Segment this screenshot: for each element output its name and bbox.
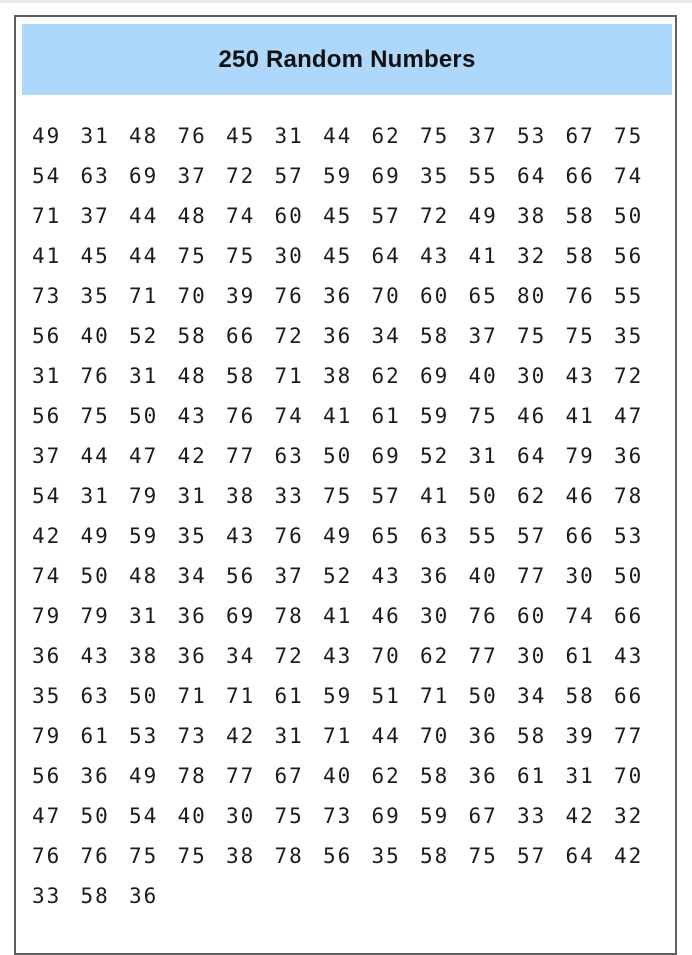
number-value: 37 — [177, 164, 207, 188]
number-value: 35 — [614, 324, 644, 348]
number-value: 71 — [323, 724, 353, 748]
number-value: 50 — [129, 684, 159, 708]
number-value: 76 — [274, 284, 304, 308]
number-value: 46 — [565, 484, 595, 508]
number-value: 66 — [614, 604, 644, 628]
number-value: 40 — [80, 324, 110, 348]
page-title: 250 Random Numbers — [218, 45, 476, 73]
number-value: 61 — [371, 404, 401, 428]
number-value: 44 — [129, 204, 159, 228]
number-value: 31 — [32, 364, 62, 388]
number-value: 38 — [517, 204, 547, 228]
number-value: 41 — [32, 244, 62, 268]
number-value: 69 — [129, 164, 159, 188]
number-value: 39 — [226, 284, 256, 308]
number-value: 35 — [32, 684, 62, 708]
number-value: 58 — [177, 324, 207, 348]
number-value: 80 — [517, 284, 547, 308]
number-value: 36 — [80, 764, 110, 788]
number-value: 33 — [274, 484, 304, 508]
number-value: 79 — [32, 724, 62, 748]
number-value: 36 — [468, 724, 498, 748]
number-value: 42 — [614, 844, 644, 868]
number-value: 30 — [565, 564, 595, 588]
number-value: 72 — [420, 204, 450, 228]
number-value: 58 — [420, 764, 450, 788]
number-value: 72 — [274, 644, 304, 668]
number-value: 64 — [371, 244, 401, 268]
number-value: 32 — [517, 244, 547, 268]
number-value: 64 — [517, 444, 547, 468]
number-value: 48 — [177, 364, 207, 388]
number-value: 67 — [468, 804, 498, 828]
number-value: 50 — [323, 444, 353, 468]
number-value: 49 — [468, 204, 498, 228]
number-value: 45 — [226, 124, 256, 148]
number-value: 58 — [565, 684, 595, 708]
number-value: 65 — [468, 284, 498, 308]
number-value: 61 — [565, 644, 595, 668]
number-value: 59 — [420, 404, 450, 428]
number-value: 31 — [177, 484, 207, 508]
number-value: 75 — [177, 244, 207, 268]
number-value: 78 — [614, 484, 644, 508]
number-value: 44 — [323, 124, 353, 148]
number-value: 38 — [129, 644, 159, 668]
number-value: 30 — [517, 364, 547, 388]
card-header — [22, 24, 672, 95]
number-value: 31 — [274, 124, 304, 148]
number-value: 50 — [468, 684, 498, 708]
number-value: 60 — [274, 204, 304, 228]
number-value: 31 — [274, 724, 304, 748]
number-value: 39 — [565, 724, 595, 748]
number-value: 36 — [468, 764, 498, 788]
number-value: 52 — [129, 324, 159, 348]
number-value: 58 — [80, 884, 110, 908]
number-value: 66 — [226, 324, 256, 348]
number-value: 60 — [420, 284, 450, 308]
number-value: 78 — [177, 764, 207, 788]
number-value: 67 — [565, 124, 595, 148]
number-value: 43 — [371, 564, 401, 588]
number-value: 40 — [468, 364, 498, 388]
number-value: 36 — [323, 324, 353, 348]
number-value: 50 — [80, 564, 110, 588]
number-value: 71 — [274, 364, 304, 388]
number-value: 50 — [80, 804, 110, 828]
number-value: 75 — [468, 844, 498, 868]
number-value: 61 — [517, 764, 547, 788]
number-value: 79 — [80, 604, 110, 628]
number-value: 54 — [32, 164, 62, 188]
number-value: 33 — [517, 804, 547, 828]
number-value: 37 — [80, 204, 110, 228]
number-value: 31 — [129, 604, 159, 628]
number-value: 41 — [323, 404, 353, 428]
number-value: 30 — [517, 644, 547, 668]
number-value: 66 — [614, 684, 644, 708]
number-value: 69 — [371, 804, 401, 828]
numbers-grid — [32, 117, 662, 917]
number-value: 48 — [129, 124, 159, 148]
number-value: 37 — [274, 564, 304, 588]
number-value: 71 — [129, 284, 159, 308]
number-value: 53 — [129, 724, 159, 748]
number-value: 77 — [614, 724, 644, 748]
number-value: 53 — [614, 524, 644, 548]
number-value: 35 — [177, 524, 207, 548]
number-value: 43 — [177, 404, 207, 428]
number-value: 59 — [129, 524, 159, 548]
number-value: 63 — [274, 444, 304, 468]
number-value: 50 — [468, 484, 498, 508]
number-value: 57 — [371, 484, 401, 508]
number-value: 57 — [371, 204, 401, 228]
number-value: 56 — [323, 844, 353, 868]
number-value: 75 — [517, 324, 547, 348]
number-value: 30 — [420, 604, 450, 628]
number-value: 36 — [323, 284, 353, 308]
number-value: 31 — [80, 124, 110, 148]
number-value: 55 — [468, 164, 498, 188]
number-value: 37 — [468, 324, 498, 348]
number-value: 70 — [371, 284, 401, 308]
number-value: 56 — [32, 324, 62, 348]
number-value: 30 — [226, 804, 256, 828]
number-value: 49 — [80, 524, 110, 548]
number-value: 40 — [323, 764, 353, 788]
number-value: 75 — [565, 324, 595, 348]
number-value: 58 — [420, 324, 450, 348]
number-value: 43 — [565, 364, 595, 388]
number-value: 36 — [32, 644, 62, 668]
number-value: 55 — [468, 524, 498, 548]
number-value: 59 — [323, 164, 353, 188]
number-value: 75 — [614, 124, 644, 148]
number-value: 69 — [420, 364, 450, 388]
number-value: 36 — [177, 644, 207, 668]
number-value: 52 — [420, 444, 450, 468]
number-value: 30 — [274, 244, 304, 268]
number-value: 79 — [565, 444, 595, 468]
number-value: 76 — [80, 844, 110, 868]
number-value: 50 — [614, 564, 644, 588]
number-value: 56 — [32, 404, 62, 428]
number-value: 31 — [129, 364, 159, 388]
number-value: 76 — [565, 284, 595, 308]
number-value: 58 — [565, 244, 595, 268]
number-value: 70 — [420, 724, 450, 748]
number-value: 57 — [274, 164, 304, 188]
number-value: 58 — [420, 844, 450, 868]
number-value: 71 — [226, 684, 256, 708]
number-value: 74 — [274, 404, 304, 428]
number-value: 62 — [517, 484, 547, 508]
number-value: 76 — [468, 604, 498, 628]
number-value: 53 — [517, 124, 547, 148]
number-value: 47 — [32, 804, 62, 828]
number-value: 76 — [274, 524, 304, 548]
number-value: 61 — [274, 684, 304, 708]
number-value: 54 — [129, 804, 159, 828]
number-value: 35 — [420, 164, 450, 188]
number-value: 33 — [32, 884, 62, 908]
number-value: 45 — [80, 244, 110, 268]
number-value: 48 — [177, 204, 207, 228]
number-value: 31 — [80, 484, 110, 508]
number-value: 69 — [371, 164, 401, 188]
number-value: 75 — [420, 124, 450, 148]
number-value: 31 — [468, 444, 498, 468]
number-value: 38 — [323, 364, 353, 388]
number-value: 49 — [323, 524, 353, 548]
number-value: 74 — [32, 564, 62, 588]
number-value: 42 — [565, 804, 595, 828]
number-value: 66 — [565, 164, 595, 188]
number-value: 76 — [226, 404, 256, 428]
number-value: 36 — [420, 564, 450, 588]
number-value: 52 — [323, 564, 353, 588]
number-value: 35 — [371, 844, 401, 868]
number-value: 64 — [517, 164, 547, 188]
number-value: 71 — [177, 684, 207, 708]
number-value: 43 — [420, 244, 450, 268]
number-value: 58 — [565, 204, 595, 228]
number-value: 36 — [614, 444, 644, 468]
number-value: 64 — [565, 844, 595, 868]
number-value: 59 — [420, 804, 450, 828]
number-value: 50 — [129, 404, 159, 428]
number-value: 45 — [323, 204, 353, 228]
number-value: 76 — [80, 364, 110, 388]
number-value: 34 — [226, 644, 256, 668]
number-value: 66 — [565, 524, 595, 548]
number-value: 57 — [517, 524, 547, 548]
number-value: 75 — [80, 404, 110, 428]
number-value: 48 — [129, 564, 159, 588]
number-value: 77 — [226, 444, 256, 468]
number-value: 77 — [468, 644, 498, 668]
numbers-card — [14, 15, 677, 955]
number-value: 77 — [517, 564, 547, 588]
number-value: 46 — [517, 404, 547, 428]
number-value: 74 — [565, 604, 595, 628]
number-value: 62 — [371, 364, 401, 388]
number-value: 41 — [565, 404, 595, 428]
number-value: 31 — [565, 764, 595, 788]
number-value: 50 — [614, 204, 644, 228]
number-value: 43 — [323, 644, 353, 668]
number-value: 73 — [32, 284, 62, 308]
number-value: 63 — [80, 164, 110, 188]
number-value: 43 — [614, 644, 644, 668]
number-value: 71 — [32, 204, 62, 228]
number-value: 76 — [32, 844, 62, 868]
number-value: 58 — [226, 364, 256, 388]
number-value: 41 — [420, 484, 450, 508]
number-value: 72 — [274, 324, 304, 348]
number-value: 43 — [226, 524, 256, 548]
number-value: 75 — [177, 844, 207, 868]
number-value: 75 — [129, 844, 159, 868]
number-value: 63 — [80, 684, 110, 708]
number-value: 70 — [614, 764, 644, 788]
number-value: 78 — [274, 844, 304, 868]
number-value: 34 — [371, 324, 401, 348]
number-value: 42 — [177, 444, 207, 468]
number-value: 55 — [614, 284, 644, 308]
number-value: 45 — [323, 244, 353, 268]
number-value: 51 — [371, 684, 401, 708]
number-value: 40 — [468, 564, 498, 588]
number-value: 57 — [517, 844, 547, 868]
number-value: 56 — [226, 564, 256, 588]
number-value: 62 — [371, 764, 401, 788]
number-value: 69 — [371, 444, 401, 468]
number-value: 62 — [371, 124, 401, 148]
number-value: 61 — [80, 724, 110, 748]
number-value: 71 — [420, 684, 450, 708]
number-value: 73 — [177, 724, 207, 748]
number-value: 67 — [274, 764, 304, 788]
number-value: 79 — [129, 484, 159, 508]
number-value: 59 — [323, 684, 353, 708]
number-value: 63 — [420, 524, 450, 548]
number-value: 44 — [129, 244, 159, 268]
number-value: 74 — [614, 164, 644, 188]
number-value: 38 — [226, 844, 256, 868]
number-value: 69 — [226, 604, 256, 628]
number-value: 54 — [32, 484, 62, 508]
number-value: 44 — [80, 444, 110, 468]
number-value: 37 — [32, 444, 62, 468]
number-value: 47 — [614, 404, 644, 428]
number-value: 72 — [614, 364, 644, 388]
number-value: 60 — [517, 604, 547, 628]
number-value: 34 — [517, 684, 547, 708]
number-value: 77 — [226, 764, 256, 788]
number-value: 37 — [468, 124, 498, 148]
number-value: 32 — [614, 804, 644, 828]
number-value: 79 — [32, 604, 62, 628]
number-value: 70 — [371, 644, 401, 668]
number-value: 43 — [80, 644, 110, 668]
number-value: 41 — [323, 604, 353, 628]
top-divider — [0, 0, 692, 3]
number-value: 44 — [371, 724, 401, 748]
number-value: 65 — [371, 524, 401, 548]
number-value: 75 — [226, 244, 256, 268]
number-value: 75 — [274, 804, 304, 828]
number-value: 56 — [32, 764, 62, 788]
number-value: 70 — [177, 284, 207, 308]
number-value: 42 — [32, 524, 62, 548]
number-value: 38 — [226, 484, 256, 508]
number-value: 36 — [129, 884, 159, 908]
number-value: 36 — [177, 604, 207, 628]
number-value: 73 — [323, 804, 353, 828]
number-value: 49 — [129, 764, 159, 788]
number-value: 49 — [32, 124, 62, 148]
number-value: 46 — [371, 604, 401, 628]
number-value: 34 — [177, 564, 207, 588]
number-value: 40 — [177, 804, 207, 828]
number-value: 75 — [468, 404, 498, 428]
number-value: 62 — [420, 644, 450, 668]
number-value: 56 — [614, 244, 644, 268]
number-value: 35 — [80, 284, 110, 308]
number-value: 78 — [274, 604, 304, 628]
number-value: 74 — [226, 204, 256, 228]
number-value: 58 — [517, 724, 547, 748]
number-value: 47 — [129, 444, 159, 468]
number-value: 42 — [226, 724, 256, 748]
number-value: 75 — [323, 484, 353, 508]
number-value: 76 — [177, 124, 207, 148]
number-value: 41 — [468, 244, 498, 268]
number-value: 72 — [226, 164, 256, 188]
